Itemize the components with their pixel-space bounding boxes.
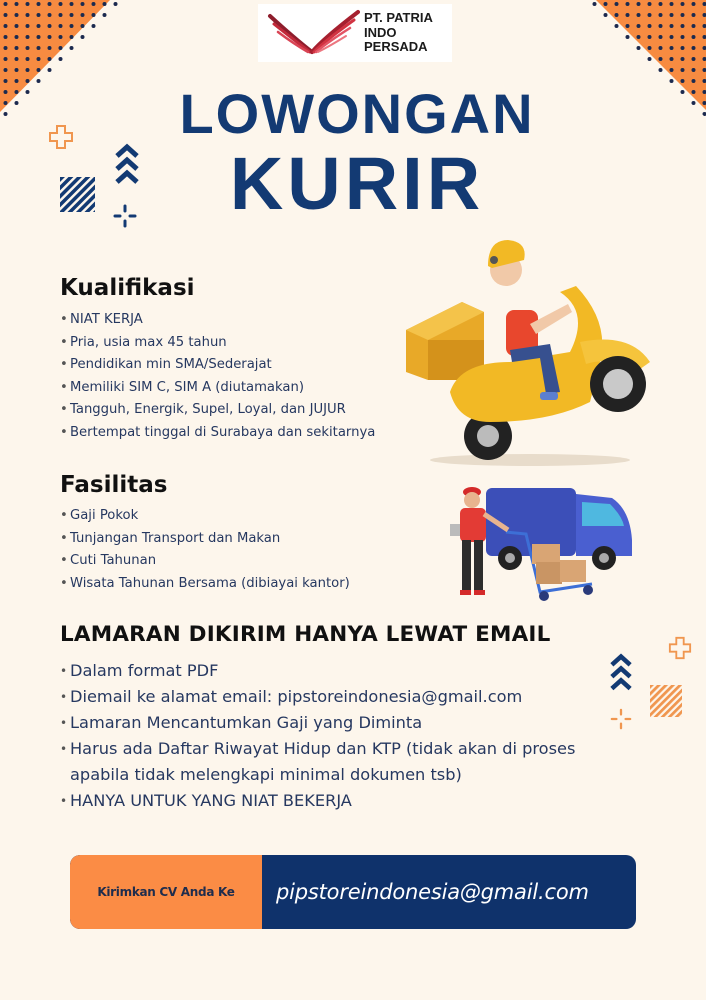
lamaran-item: • HANYA UNTUK YANG NIAT BEKERJA [60,788,620,814]
contact-email-link[interactable]: pipstoreindonesia@gmail.com [276,880,589,904]
company-name [364,11,433,55]
send-cv-label: Kirimkan CV Anda Ke [70,855,262,929]
kualifikasi-heading: Kualifikasi [60,275,195,301]
kualifikasi-item: • Pendidikan min SMA/Sederajat [60,354,375,377]
lamaran-list [60,658,620,814]
courier-on-scooter-illustration [400,232,660,472]
company-name-line-1: PT. PATRIA [364,10,433,26]
fasilitas-item: • Gaji Pokok [60,505,350,528]
headline-lowongan: LOWONGAN [179,82,535,145]
kualifikasi-item: • NIAT KERJA [60,309,375,332]
kualifikasi-item: • Bertempat tinggal di Surabaya dan sekitarnya [60,422,375,445]
chevrons-up-icon [114,142,140,188]
sparkle-cross-icon [113,204,137,228]
plus-outline-icon [668,636,692,660]
kualifikasi-list [60,309,375,444]
fasilitas-item: • Tunjangan Transport dan Makan [60,528,350,551]
plus-outline-icon [48,124,74,150]
fasilitas-item: • Cuti Tahunan [60,550,350,573]
fasilitas-item: • Wisata Tahunan Bersama (dibiayai kantor) [60,573,350,596]
kualifikasi-item: • Pria, usia max 45 tahun [60,332,375,355]
kualifikasi-item: • Memiliki SIM C, SIM A (diutamakan) [60,377,375,400]
company-logo [258,4,452,62]
lamaran-item: • Diemail ke alamat email: pipstoreindonesia@gmail.com [60,684,620,710]
striped-square-icon [650,685,682,717]
company-name-line-2: INDO [364,24,397,40]
chevrons-up-icon [609,652,633,694]
red-wing-icon [264,8,360,58]
send-cv-banner [70,855,636,929]
sparkle-cross-icon [610,708,632,730]
company-name-line-3: PERSADA [364,39,428,55]
fasilitas-heading: Fasilitas [60,472,168,498]
striped-square-icon [60,177,95,212]
headline-kurir: KURIR [229,142,485,225]
fasilitas-list [60,505,350,595]
lamaran-item: • Lamaran Mencantumkan Gaji yang Diminta [60,710,620,736]
lamaran-item: • Dalam format PDF [60,658,620,684]
lamaran-heading: LAMARAN DIKIRIM HANYA LEWAT EMAIL [60,622,551,647]
kualifikasi-item: • Tangguh, Energik, Supel, Loyal, dan JUJUR [60,399,375,422]
courier-with-van-illustration [440,480,640,605]
lamaran-item: • Harus ada Daftar Riwayat Hidup dan KTP (tidak akan di proses apabila tidak melengkapi minimal dokumen tsb) [60,736,620,788]
